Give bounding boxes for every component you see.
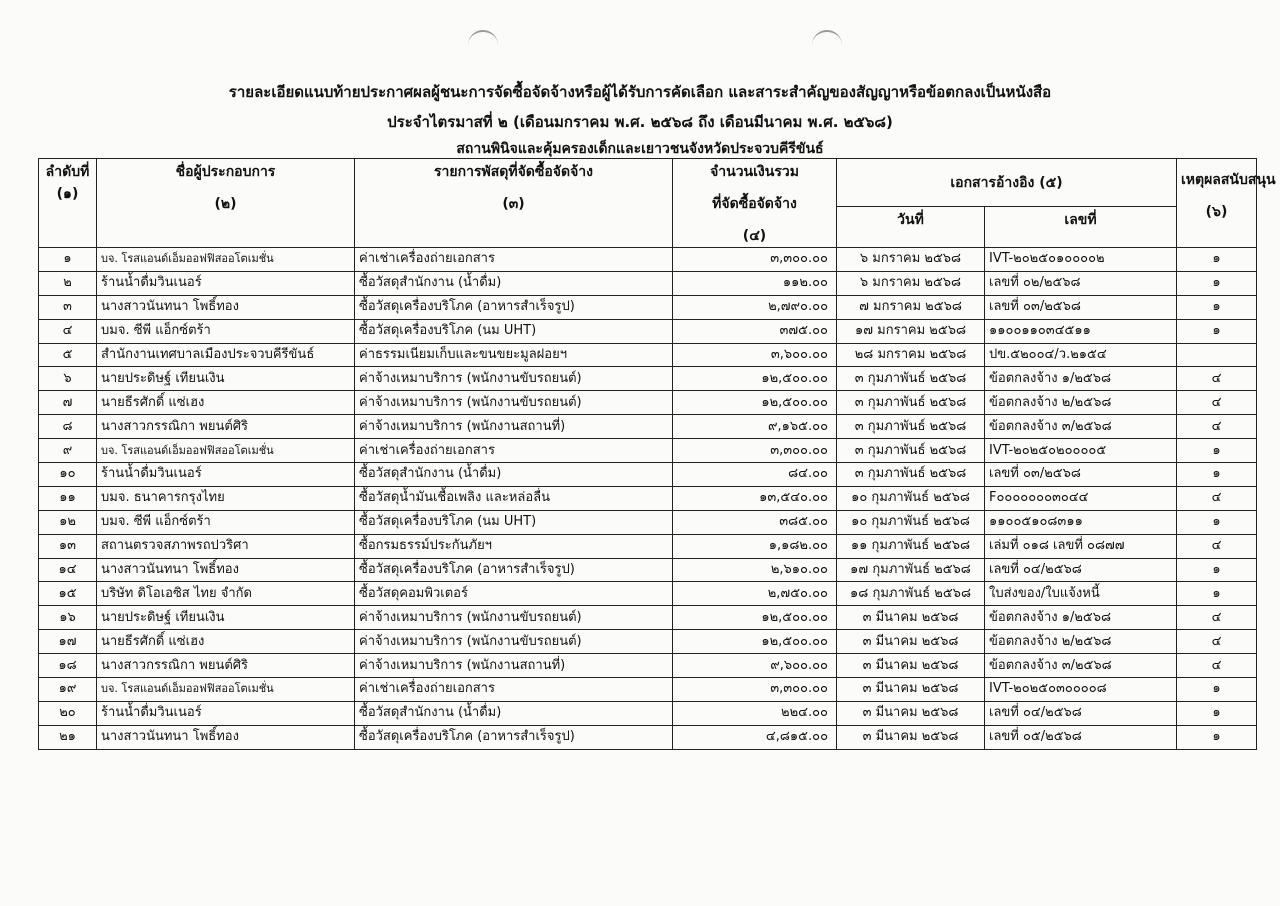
row-number: ๓ [39, 295, 97, 319]
amount: ๓,๓๐๐.๐๐ [673, 678, 837, 702]
reason-code: ๔ [1177, 391, 1257, 415]
ref-date: ๓ มีนาคม ๒๕๖๘ [837, 654, 985, 678]
reason-code: ๔ [1177, 654, 1257, 678]
amount: ๓๘๕.๐๐ [673, 510, 837, 534]
table-row [39, 701, 1257, 725]
row-number: ๑๑ [39, 486, 97, 510]
vendor-name: ร้านน้ำดื่มวินเนอร์ [97, 701, 355, 725]
ref-date: ๓ กุมภาพันธ์ ๒๕๖๘ [837, 463, 985, 487]
ref-date: ๓ กุมภาพันธ์ ๒๕๖๘ [837, 391, 985, 415]
amount: ๒,๗๙๐.๐๐ [673, 295, 837, 319]
amount: ๔,๘๑๕.๐๐ [673, 725, 837, 749]
reason-code: ๑ [1177, 271, 1257, 295]
ref-docno: IVT-๒๐๒๕๐๒๐๐๐๐๕ [985, 439, 1177, 463]
col-header-amount: จำนวนเงินรวม ที่จัดซื้อจัดจ้าง (๔) [673, 159, 837, 248]
item-description: ค่าจ้างเหมาบริการ (พนักงานขับรถยนต์) [355, 630, 673, 654]
ref-date: ๑๑ กุมภาพันธ์ ๒๕๖๘ [837, 534, 985, 558]
amount: ๙,๑๖๕.๐๐ [673, 415, 837, 439]
reason-code: ๔ [1177, 630, 1257, 654]
ref-docno: เลขที่ ๐๒/๒๕๖๘ [985, 271, 1177, 295]
row-number: ๑๐ [39, 463, 97, 487]
vendor-name: บมจ. ซีพี แอ็กซ์ตร้า [97, 510, 355, 534]
amount: ๒,๗๕๐.๐๐ [673, 582, 837, 606]
vendor-name: นายธีรศักดิ์ แซ่เฮง [97, 391, 355, 415]
doc-title-line3: สถานพินิจและคุ้มครองเด็กและเยาวชนจังหวัดประจวบคีรีขันธ์ [456, 141, 824, 157]
table-row [39, 295, 1257, 319]
vendor-name: นางสาวกรรณิกา พยนต์ศิริ [97, 654, 355, 678]
vendor-name: นางสาวนันทนา โพธิ์ทอง [97, 558, 355, 582]
vendor-name: ร้านน้ำดื่มวินเนอร์ [97, 271, 355, 295]
amount: ๑๒,๕๐๐.๐๐ [673, 630, 837, 654]
ref-date: ๒๘ มกราคม ๒๕๖๘ [837, 343, 985, 367]
item-description: ซื้อวัสดุสำนักงาน (น้ำดื่ม) [355, 463, 673, 487]
col-header-reason: เหตุผลสนับสนุน (๖) [1177, 159, 1257, 248]
amount: ๓,๓๐๐.๐๐ [673, 248, 837, 272]
col-header-docno: เลขที่ [985, 206, 1177, 247]
ref-date: ๓ มีนาคม ๒๕๖๘ [837, 630, 985, 654]
vendor-name: บจ. โรสแอนด์เอ็มออฟฟิสออโตเมชั่น [97, 439, 355, 463]
reason-code: ๑ [1177, 510, 1257, 534]
table-row [39, 439, 1257, 463]
vendor-name: สำนักงานเทศบาลเมืองประจวบคีรีขันธ์ [97, 343, 355, 367]
reason-code: ๑ [1177, 678, 1257, 702]
item-description: ค่าเช่าเครื่องถ่ายเอกสาร [355, 439, 673, 463]
row-number: ๗ [39, 391, 97, 415]
ref-date: ๑๗ มกราคม ๒๕๖๘ [837, 319, 985, 343]
ref-date: ๖ มกราคม ๒๕๖๘ [837, 271, 985, 295]
ref-docno: เลขที่ ๐๕/๒๕๖๘ [985, 725, 1177, 749]
item-description: ซื้อกรมธรรม์ประกันภัยฯ [355, 534, 673, 558]
amount: ๑๒,๕๐๐.๐๐ [673, 391, 837, 415]
punch-hole-right [812, 30, 842, 48]
reason-code: ๑ [1177, 439, 1257, 463]
doc-title-line1: รายละเอียดแนบท้ายประกาศผลผู้ชนะการจัดซื้อจัดจ้างหรือผู้ได้รับการคัดเลือก และสาระสำคัญของสัญญาหรือข้อตกลงเป็นหนังสือ [228, 83, 1052, 101]
item-description: ซื้อวัสดุเครื่องบริโภค (นม UHT) [355, 319, 673, 343]
table-row [39, 367, 1257, 391]
item-description: ซื้อวัสดุสำนักงาน (น้ำดื่ม) [355, 271, 673, 295]
ref-docno: ข้อตกลงจ้าง ๑/๒๕๖๘ [985, 606, 1177, 630]
ref-docno: เลขที่ ๐๓/๒๕๖๘ [985, 295, 1177, 319]
reason-code: ๑ [1177, 582, 1257, 606]
reason-code: ๑ [1177, 295, 1257, 319]
reason-code: ๔ [1177, 606, 1257, 630]
reason-code: ๑ [1177, 558, 1257, 582]
ref-date: ๓ มีนาคม ๒๕๖๘ [837, 606, 985, 630]
amount: ๘๔.๐๐ [673, 463, 837, 487]
item-description: ค่าจ้างเหมาบริการ (พนักงานขับรถยนต์) [355, 367, 673, 391]
table-row [39, 630, 1257, 654]
table-row [39, 248, 1257, 272]
ref-date: ๓ กุมภาพันธ์ ๒๕๖๘ [837, 415, 985, 439]
ref-date: ๑๘ กุมภาพันธ์ ๒๕๖๘ [837, 582, 985, 606]
ref-docno: ข้อตกลงจ้าง ๓/๒๕๖๘ [985, 654, 1177, 678]
vendor-name: บมจ. ซีพี แอ็กซ์ตร้า [97, 319, 355, 343]
row-number: ๒ [39, 271, 97, 295]
item-description: ค่าเช่าเครื่องถ่ายเอกสาร [355, 248, 673, 272]
item-description: ค่าจ้างเหมาบริการ (พนักงานสถานที่) [355, 654, 673, 678]
ref-date: ๓ มีนาคม ๒๕๖๘ [837, 701, 985, 725]
table-row [39, 534, 1257, 558]
item-description: ซื้อวัสดุน้ำมันเชื้อเพลิง และหล่อลื่น [355, 486, 673, 510]
amount: ๒,๖๑๐.๐๐ [673, 558, 837, 582]
ref-date: ๓ กุมภาพันธ์ ๒๕๖๘ [837, 439, 985, 463]
punch-hole-left [468, 30, 498, 48]
item-description: ค่าธรรมเนียมเก็บและขนขยะมูลฝอยฯ [355, 343, 673, 367]
table-row [39, 319, 1257, 343]
ref-docno: เลขที่ ๐๔/๒๕๖๘ [985, 701, 1177, 725]
table-row [39, 391, 1257, 415]
ref-date: ๑๗ กุมภาพันธ์ ๒๕๖๘ [837, 558, 985, 582]
ref-docno: IVT-๒๐๒๕๐๑๐๐๐๐๒ [985, 248, 1177, 272]
row-number: ๑๘ [39, 654, 97, 678]
ref-docno: เลขที่ ๐๓/๒๕๖๘ [985, 463, 1177, 487]
vendor-name: นางสาวนันทนา โพธิ์ทอง [97, 295, 355, 319]
vendor-name: นางสาวนันทนา โพธิ์ทอง [97, 725, 355, 749]
ref-date: ๓ มีนาคม ๒๕๖๘ [837, 678, 985, 702]
vendor-name: นายธีรศักดิ์ แซ่เฮง [97, 630, 355, 654]
doc-title-line2: ประจำไตรมาสที่ ๒ (เดือนมกราคม พ.ศ. ๒๕๖๘ ถึง เดือนมีนาคม พ.ศ. ๒๕๖๘) [387, 113, 893, 131]
item-description: ซื้อวัสดุสำนักงาน (น้ำดื่ม) [355, 701, 673, 725]
col-header-vendor: ชื่อผู้ประกอบการ (๒) [97, 159, 355, 248]
amount: ๑๑๒.๐๐ [673, 271, 837, 295]
table-row [39, 343, 1257, 367]
item-description: ค่าจ้างเหมาบริการ (พนักงานขับรถยนต์) [355, 391, 673, 415]
table-row [39, 463, 1257, 487]
vendor-name: บจ. โรสแอนด์เอ็มออฟฟิสออโตเมชั่น [97, 678, 355, 702]
amount: ๑๒,๕๐๐.๐๐ [673, 367, 837, 391]
item-description: ค่าจ้างเหมาบริการ (พนักงานสถานที่) [355, 415, 673, 439]
amount: ๑๓,๕๔๐.๐๐ [673, 486, 837, 510]
amount: ๑๒,๕๐๐.๐๐ [673, 606, 837, 630]
row-number: ๑๓ [39, 534, 97, 558]
vendor-name: นางสาวกรรณิกา พยนต์ศิริ [97, 415, 355, 439]
row-number: ๖ [39, 367, 97, 391]
item-description: ซื้อวัสดุคอมพิวเตอร์ [355, 582, 673, 606]
item-description: ซื้อวัสดุเครื่องบริโภค (อาหารสำเร็จรูป) [355, 725, 673, 749]
item-description: ซื้อวัสดุเครื่องบริโภค (นม UHT) [355, 510, 673, 534]
table-row [39, 558, 1257, 582]
ref-date: ๓ กุมภาพันธ์ ๒๕๖๘ [837, 367, 985, 391]
reason-code: ๑ [1177, 319, 1257, 343]
ref-docno: ข้อตกลงจ้าง ๓/๒๕๖๘ [985, 415, 1177, 439]
vendor-name: บมจ. ธนาคารกรุงไทย [97, 486, 355, 510]
table-row [39, 582, 1257, 606]
table-row [39, 271, 1257, 295]
ref-docno: ปข.๕๒๐๐๔/ว.๒๑๕๔ [985, 343, 1177, 367]
reason-code: ๔ [1177, 415, 1257, 439]
row-number: ๙ [39, 439, 97, 463]
item-description: ค่าจ้างเหมาบริการ (พนักงานขับรถยนต์) [355, 606, 673, 630]
row-number: ๑ [39, 248, 97, 272]
ref-docno: ข้อตกลงจ้าง ๒/๒๕๖๘ [985, 391, 1177, 415]
col-header-reference: เอกสารอ้างอิง (๕) [837, 159, 1177, 207]
row-number: ๘ [39, 415, 97, 439]
item-description: ซื้อวัสดุเครื่องบริโภค (อาหารสำเร็จรูป) [355, 558, 673, 582]
vendor-name: บจ. โรสแอนด์เอ็มออฟฟิสออโตเมชั่น [97, 248, 355, 272]
vendor-name: บริษัท ดิโอเอซิส ไทย จำกัด [97, 582, 355, 606]
row-number: ๒๑ [39, 725, 97, 749]
table-row [39, 415, 1257, 439]
row-number: ๑๙ [39, 678, 97, 702]
ref-date: ๑๐ กุมภาพันธ์ ๒๕๖๘ [837, 510, 985, 534]
vendor-name: สถานตรวจสภาพรถปวริศา [97, 534, 355, 558]
amount: ๑,๑๘๒.๐๐ [673, 534, 837, 558]
amount: ๓๗๕.๐๐ [673, 319, 837, 343]
table-row [39, 678, 1257, 702]
ref-docno: IVT-๒๐๒๕๐๓๐๐๐๐๘ [985, 678, 1177, 702]
ref-docno: ใบส่งของ/ใบแจ้งหนี้ [985, 582, 1177, 606]
row-number: ๑๕ [39, 582, 97, 606]
amount: ๒๒๔.๐๐ [673, 701, 837, 725]
table-row [39, 486, 1257, 510]
reason-code: ๑ [1177, 725, 1257, 749]
reason-code: ๑ [1177, 701, 1257, 725]
reason-code: ๔ [1177, 486, 1257, 510]
table-row [39, 606, 1257, 630]
ref-date: ๓ มีนาคม ๒๕๖๘ [837, 725, 985, 749]
ref-docno: เลขที่ ๐๔/๒๕๖๘ [985, 558, 1177, 582]
reason-code: ๔ [1177, 367, 1257, 391]
vendor-name: นายประดิษฐ์ เทียนเงิน [97, 367, 355, 391]
vendor-name: ร้านน้ำดื่มวินเนอร์ [97, 463, 355, 487]
reason-code [1177, 343, 1257, 367]
row-number: ๑๒ [39, 510, 97, 534]
amount: ๓,๓๐๐.๐๐ [673, 439, 837, 463]
ref-docno: ข้อตกลงจ้าง ๑/๒๕๖๘ [985, 367, 1177, 391]
table-row [39, 725, 1257, 749]
col-header-date: วันที่ [837, 206, 985, 247]
row-number: ๕ [39, 343, 97, 367]
row-number: ๑๗ [39, 630, 97, 654]
table-row [39, 654, 1257, 678]
vendor-name: นายประดิษฐ์ เทียนเงิน [97, 606, 355, 630]
reason-code: ๑ [1177, 248, 1257, 272]
procurement-table [38, 158, 1276, 750]
reason-code: ๑ [1177, 463, 1257, 487]
ref-date: ๑๐ กุมภาพันธ์ ๒๕๖๘ [837, 486, 985, 510]
ref-date: ๖ มกราคม ๒๕๖๘ [837, 248, 985, 272]
reason-code: ๔ [1177, 534, 1257, 558]
row-number: ๑๖ [39, 606, 97, 630]
ref-date: ๗ มกราคม ๒๕๖๘ [837, 295, 985, 319]
table-row [39, 510, 1257, 534]
row-number: ๔ [39, 319, 97, 343]
ref-docno: ข้อตกลงจ้าง ๒/๒๕๖๘ [985, 630, 1177, 654]
ref-docno: F๐๐๐๐๐๐๐๓๐๔๔ [985, 486, 1177, 510]
col-header-item: รายการพัสดุที่จัดซื้อจัดจ้าง (๓) [355, 159, 673, 248]
ref-docno: เล่มที่ ๐๑๘ เลขที่ ๐๘๗๗ [985, 534, 1177, 558]
row-number: ๑๔ [39, 558, 97, 582]
amount: ๙,๖๐๐.๐๐ [673, 654, 837, 678]
ref-docno: ๑๑๐๐๑๑๐๓๔๕๑๑ [985, 319, 1177, 343]
item-description: ซื้อวัสดุเครื่องบริโภค (อาหารสำเร็จรูป) [355, 295, 673, 319]
item-description: ค่าเช่าเครื่องถ่ายเอกสาร [355, 678, 673, 702]
col-header-no: ลำดับที่ (๑) [39, 159, 97, 248]
row-number: ๒๐ [39, 701, 97, 725]
ref-docno: ๑๑๐๐๕๑๐๘๓๑๑ [985, 510, 1177, 534]
amount: ๓,๖๐๐.๐๐ [673, 343, 837, 367]
